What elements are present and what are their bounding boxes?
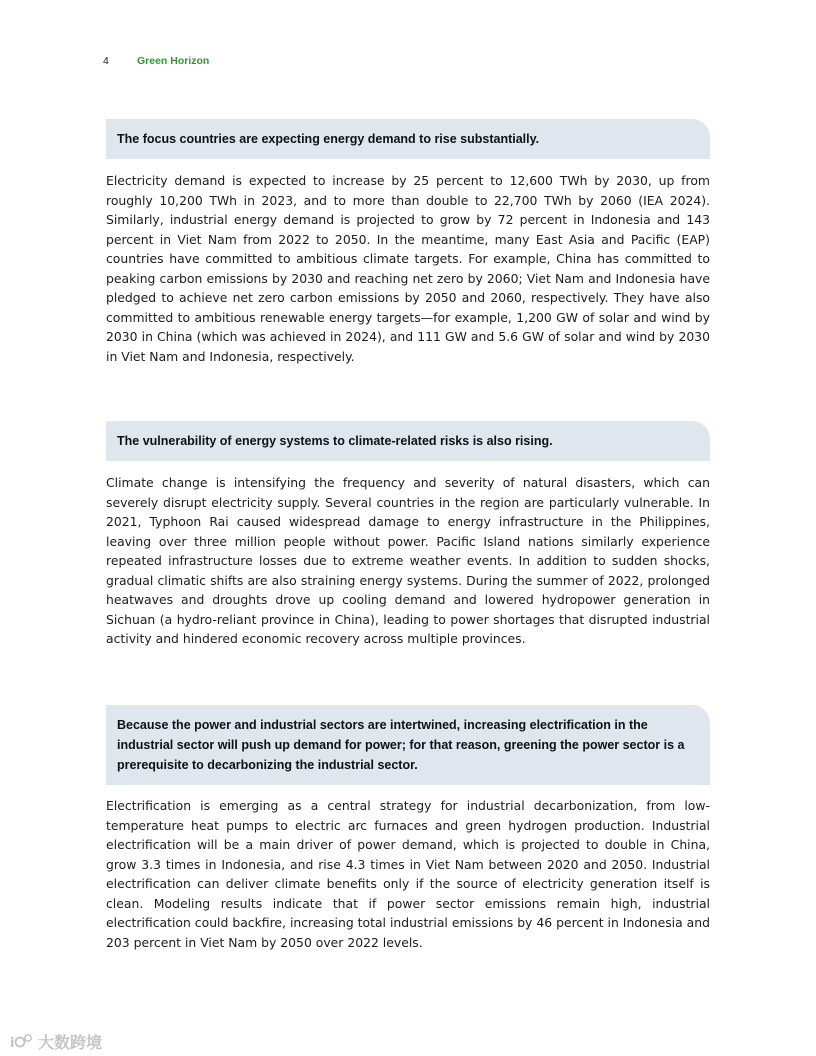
callout-energy-demand: The focus countries are expecting energy demand to rise substantially. bbox=[106, 119, 710, 159]
callout-climate-risks: The vulnerability of energy systems to climate-related risks is also rising. bbox=[106, 421, 710, 461]
svg-text:i: i bbox=[10, 1035, 15, 1051]
running-header bbox=[103, 55, 209, 67]
page-number: 4 bbox=[103, 55, 109, 67]
paragraph-electrification: Electrification is emerging as a central strategy for industrial decarbonization, from low-temperature heat pumps to electric arc furnaces and green hydrogen production. Industrial electrification will be a main driver of power demand, which is projected to double in China, grow 3.3 times in Indonesia, and rise 4.3 times in Viet Nam between 2020 and 2050. Industrial electrification can deliver climate benefits only if the source of electricity generation itself is clean. Modeling results indicate that if power sector emissions remain high, industrial electrification could backfire, increasing total industrial emissions by 46 percent in Indonesia and 203 percent in Viet Nam by 2050 over 2022 levels. bbox=[106, 798, 710, 950]
running-title: Green Horizon bbox=[137, 55, 210, 67]
paragraph-energy-demand: Electricity demand is expected to increase by 25 percent to 12,600 TWh by 2030, up from roughly 10,200 TWh in 2023, and to more than double to 22,700 TWh by 2060 (IEA 2024). Similarly, industrial energy demand is projected to grow by 72 percent in Indonesia and 143 percent in Viet Nam from 2022 to 2050. In the meantime, many East Asia and Pacific (EAP) countries have committed to ambitious climate targets. For example, China has committed to peaking carbon emissions by 2030 and reaching net zero by 2060; Viet Nam and Indonesia have pledged to achieve net zero carbon emissions by 2050 and 2060, respectively. They have also committed to ambitious renewable energy targets—for example, 1,200 GW of solar and wind by 2030 in China (which was achieved in 2024), and 111 GW and 5.6 GW of solar and wind by 2030 in Viet Nam and Indonesia, respectively. bbox=[106, 173, 710, 364]
callout-electrification: Because the power and industrial sectors are intertwined, increasing electrification in the industrial sector will push up demand for power; for that reason, greening the power sector is a prerequisite to decarbonizing the industrial sector. bbox=[106, 705, 710, 785]
watermark-text: 大数跨境 bbox=[38, 1035, 103, 1052]
watermark bbox=[10, 1030, 102, 1053]
watermark-logo-icon bbox=[10, 1033, 34, 1051]
paragraph-climate-risks: Climate change is intensifying the frequency and severity of natural disasters, which can severely disrupt electricity supply. Several countries in the region are particularly vulnerable. In 2021, Typhoon Rai caused widespread damage to energy infrastructure in the Philippines, leaving over three million people without power. Pacific Island nations similarly experience repeated infrastructure losses due to extreme weather events. In addition to sudden shocks, gradual climatic shifts are also straining energy systems. During the summer of 2022, prolonged heatwaves and droughts drove up cooling demand and lowered hydropower generation in Sichuan (a hydro-reliant province in China), leading to power shortages that disrupted industrial activity and hindered economic recovery across multiple provinces. bbox=[106, 475, 710, 646]
